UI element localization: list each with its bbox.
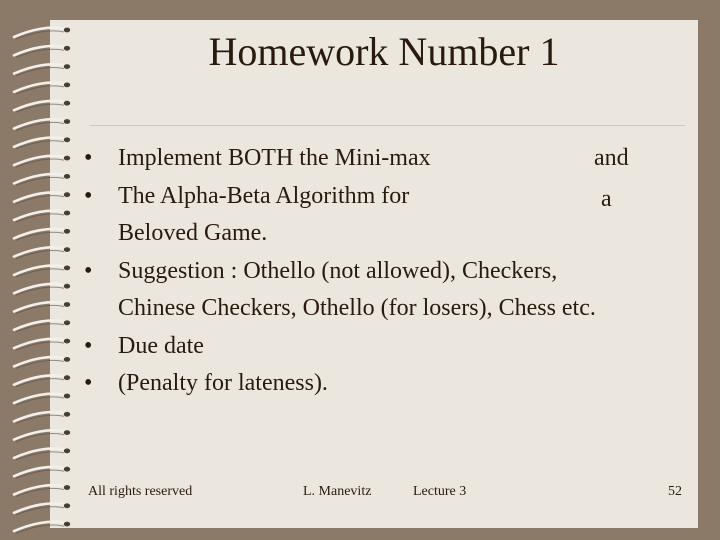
- bullet-continuation: [84, 215, 684, 253]
- bullet-item: [84, 178, 684, 216]
- bullet-text: Implement BOTH the Mini-max: [118, 145, 431, 171]
- bullet-trailing-word: a: [601, 186, 612, 212]
- binding-hole-icon: [64, 266, 70, 271]
- bullet-text: Chinese Checkers, Othello (for losers), Chess etc.: [118, 295, 596, 321]
- binding-hole-icon: [64, 119, 70, 124]
- binding-hole-icon: [64, 320, 70, 325]
- binding-hole-icon: [64, 156, 70, 161]
- bullet-marker: •: [84, 370, 93, 396]
- bullet-marker: •: [84, 332, 93, 359]
- binding-hole-icon: [64, 412, 70, 417]
- bullet-item: [84, 328, 684, 366]
- binding-hole-icon: [64, 485, 70, 490]
- bullet-trailing-word: and: [594, 145, 629, 171]
- binding-hole-icon: [64, 339, 70, 344]
- bullet-text: Suggestion : Othello (not allowed), Checkers,: [118, 257, 558, 284]
- bullet-marker: •: [84, 182, 93, 209]
- binding-hole-icon: [64, 247, 70, 252]
- bullet-text: The Alpha-Beta Algorithm for: [118, 182, 410, 209]
- binding-hole-icon: [64, 394, 70, 399]
- binding-hole-icon: [64, 83, 70, 88]
- spiral-binding-icon: [0, 0, 90, 540]
- bullet-continuation: [84, 290, 684, 328]
- binding-hole-icon: [64, 503, 70, 508]
- title-divider: [90, 125, 685, 126]
- binding-hole-icon: [64, 174, 70, 179]
- binding-hole-icon: [64, 192, 70, 197]
- slide-title: Homework Number 1: [208, 29, 560, 74]
- footer-lecture: Lecture 3: [413, 484, 467, 499]
- binding-hole-icon: [64, 522, 70, 527]
- binding-hole-icon: [64, 449, 70, 454]
- binding-hole-icon: [64, 101, 70, 106]
- binding-hole-icon: [64, 430, 70, 435]
- bullet-text: Beloved Game.: [118, 220, 268, 246]
- binding-hole-icon: [64, 284, 70, 289]
- bullet-item: [84, 365, 684, 403]
- bullet-marker: •: [84, 257, 93, 284]
- footer-page-number: 52: [668, 484, 682, 499]
- binding-hole-icon: [64, 211, 70, 216]
- bullet-text: (Penalty for lateness).: [118, 370, 328, 396]
- bullet-text: Due date: [118, 332, 204, 359]
- binding-hole-icon: [64, 357, 70, 362]
- binding-hole-icon: [64, 467, 70, 472]
- binding-hole-icon: [64, 229, 70, 234]
- bullet-list: [84, 140, 684, 403]
- footer-rights: All rights reserved: [88, 484, 193, 499]
- bullet-marker: •: [84, 145, 93, 171]
- binding-hole-icon: [64, 375, 70, 380]
- footer-author: L. Manevitz: [303, 484, 372, 499]
- bullet-item: [84, 253, 684, 291]
- binding-hole-icon: [64, 137, 70, 142]
- binding-hole-icon: [64, 302, 70, 307]
